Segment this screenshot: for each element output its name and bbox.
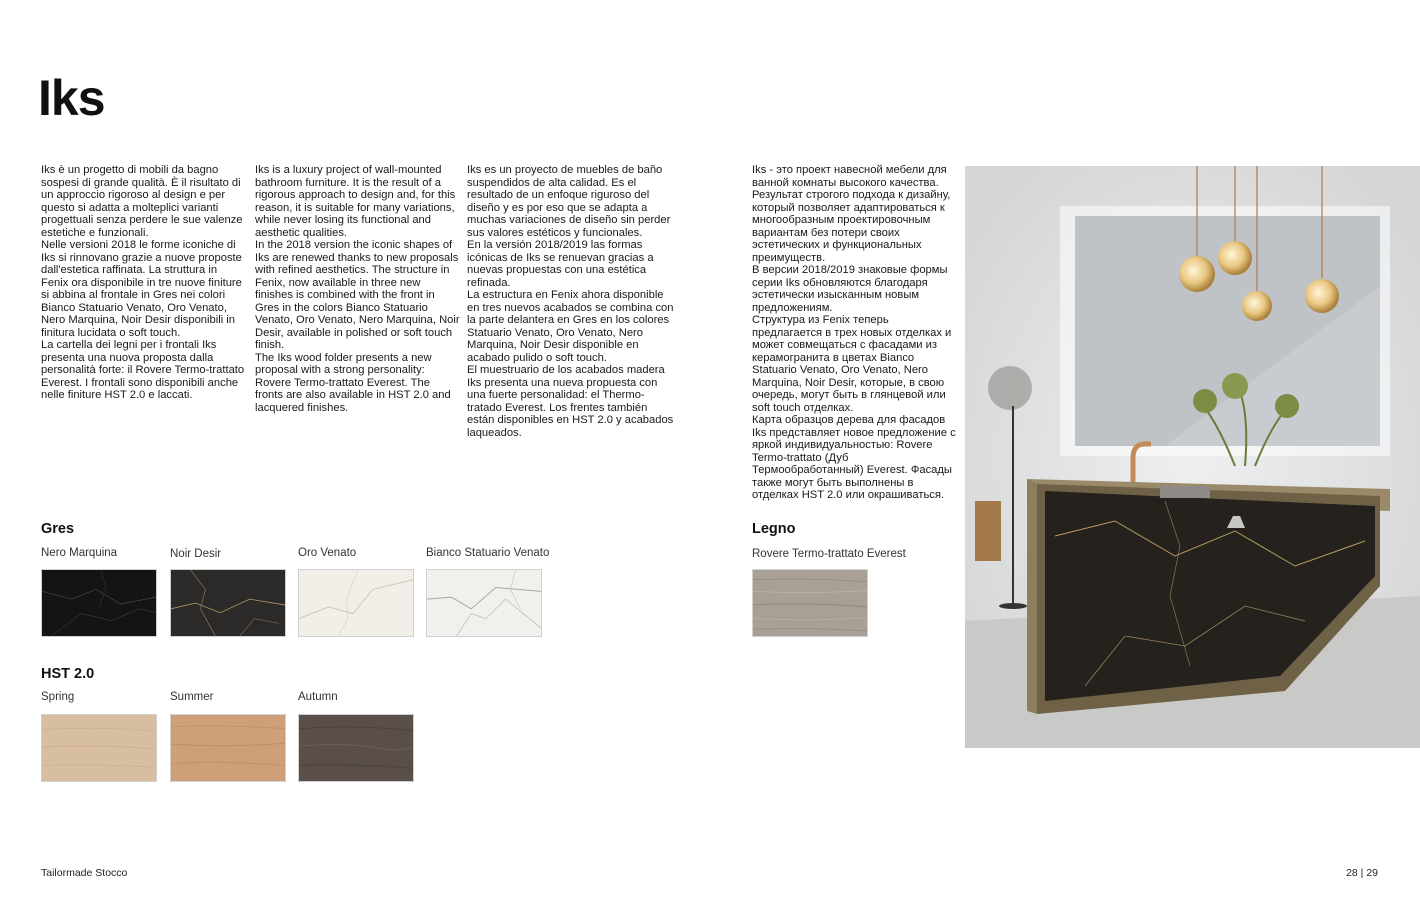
- swatch-summer: [170, 714, 286, 782]
- text-column-italian: [41, 164, 246, 402]
- swatch-bianco-statuario-venato: [426, 569, 542, 637]
- swatch-oro-venato: [298, 569, 414, 637]
- swatch-label-summer: Summer: [170, 691, 214, 703]
- text-column-russian: [752, 164, 957, 502]
- paragraph: La cartella dei legni per i frontali Iks presenta una nuova proposta dalla personalità forte: il Rovere Termo-trattato Everest. I frontali sono disponibili anche nelle finiture HST 2.0 e laccati.: [41, 339, 245, 401]
- paragraph: В версии 2018/2019 знаковые формы серии Iks обновляются благодаря эстетически изысканным новым предложениям.: [752, 264, 948, 314]
- swatch-label-noir-desir: Noir Desir: [170, 548, 222, 560]
- swatch-label-bianco-statuario-venato: Bianco Statuario Venato: [426, 547, 550, 559]
- footer-page-numbers: 28 | 29: [1346, 867, 1378, 879]
- paragraph: Nelle versioni 2018 le forme iconiche di Iks si rinnovano grazie a nuove proposte dall'estetica raffinata. La struttura in Fenix ora disponibile in tre nuove finiture si abbina al frontale in Gres nei colori Bianco Statuario Venato, Oro Venato, Nero Marquina, Noir Desir disponibili in finitura lucidata o soft touch.: [41, 239, 242, 339]
- text-column-spanish: [467, 164, 677, 439]
- swatch-rovere-termo-trattato-everest: [752, 569, 868, 637]
- paragraph: Iks es un proyecto de muebles de baño suspendidos de alta calidad. Es el resultado de un enfoque riguroso del diseño y es por eso que se adapta a muchas variaciones de diseño sin perder sus valores estéticos y funcionales.: [467, 164, 671, 239]
- swatch-label-spring: Spring: [41, 691, 75, 703]
- swatch-spring: [41, 714, 157, 782]
- swatch-label-oro-venato: Oro Venato: [298, 547, 357, 559]
- paragraph: En la versión 2018/2019 las formas icónicas de Iks se renuevan gracias a nuevas propuestas con una estética refinada.: [467, 239, 654, 289]
- hst-section-title: HST 2.0: [41, 666, 95, 682]
- swatch-noir-desir: [170, 569, 286, 637]
- paragraph: In the 2018 version the iconic shapes of Iks are renewed thanks to new proposals with refined aesthetics. The structure in Fenix, now available in three new finishes is combined with the front in Gres in the colors Bianco Statuario Venato, Oro Venato, Nero Marquina, Noir Desir, available in polished or soft touch finish.: [255, 239, 460, 351]
- text-column-english: [255, 164, 460, 414]
- swatch-label-autumn: Autumn: [298, 691, 338, 703]
- paragraph: Iks is a luxury project of wall-mounted bathroom furniture. It is the result of a rigorous approach to design and, for this reason, it is suitable for many variations, while never losing its functional and aesthetic qualities.: [255, 164, 456, 239]
- paragraph: El muestruario de los acabados madera Iks presenta una nueva propuesta con una fuerte personalidad: el Thermo-tratado Everest. Los frentes también están disponibles en HST 2.0 y acabados laqueados.: [467, 364, 674, 439]
- gres-section-title: Gres: [41, 521, 75, 537]
- paragraph: Карта образцов дерева для фасадов Iks представляет новое предложение с яркой индивидуальностью: Rovere Termo-trattato (Дуб Термообработанный) Everest. Фасады также могут быть выполнены в отделках HST 2.0 или окрашиваться.: [752, 414, 956, 501]
- legno-section-title: Legno: [752, 521, 796, 537]
- page-title: Iks: [38, 70, 105, 126]
- paragraph: Iks è un progetto di mobili da bagno sospesi di grande qualità. È il risultato di un approccio rigoroso al design e per questo si adatta a molteplici varianti progettuali senza perdere le sue valenze estetiche e funzionali.: [41, 164, 243, 239]
- paragraph: Структура из Fenix теперь предлагается в трех новых отделках и может совмещаться с фасадами из керамогранита в цветах Bianco Statuario Venato, Oro Venato, Nero Marquina, Noir Desir, которые, в свою очередь, могут быть в глянцевой или soft touch отделках.: [752, 314, 952, 414]
- swatch-label-rovere-termo-trattato-everest: Rovere Termo-trattato Everest: [752, 548, 906, 560]
- footer-brand: Tailormade Stocco: [41, 867, 128, 879]
- paragraph: Iks - это проект навесной мебели для ванной комнаты высокого качества. Результат строгого подхода к дизайну, который позволяет адаптироваться к многообразным проектировочным вариантам без потери своих эстетических и функциональных преимуществ.: [752, 164, 951, 264]
- paragraph: The Iks wood folder presents a new proposal with a strong personality: Rovere Termo-trattato Everest. The fronts are also available in HST 2.0 and lacquered finishes.: [255, 351, 451, 414]
- product-photo: [965, 166, 1420, 748]
- swatch-label-nero-marquina: Nero Marquina: [41, 547, 118, 559]
- swatch-autumn: [298, 714, 414, 782]
- swatch-nero-marquina: [41, 569, 157, 637]
- paragraph: La estructura en Fenix ahora disponible en tres nuevos acabados se combina con la parte delantera en Gres en los colores Statuario Venato, Oro Venato, Nero Marquina, Noir Desir disponible en acabado pulido o soft touch.: [467, 289, 674, 364]
